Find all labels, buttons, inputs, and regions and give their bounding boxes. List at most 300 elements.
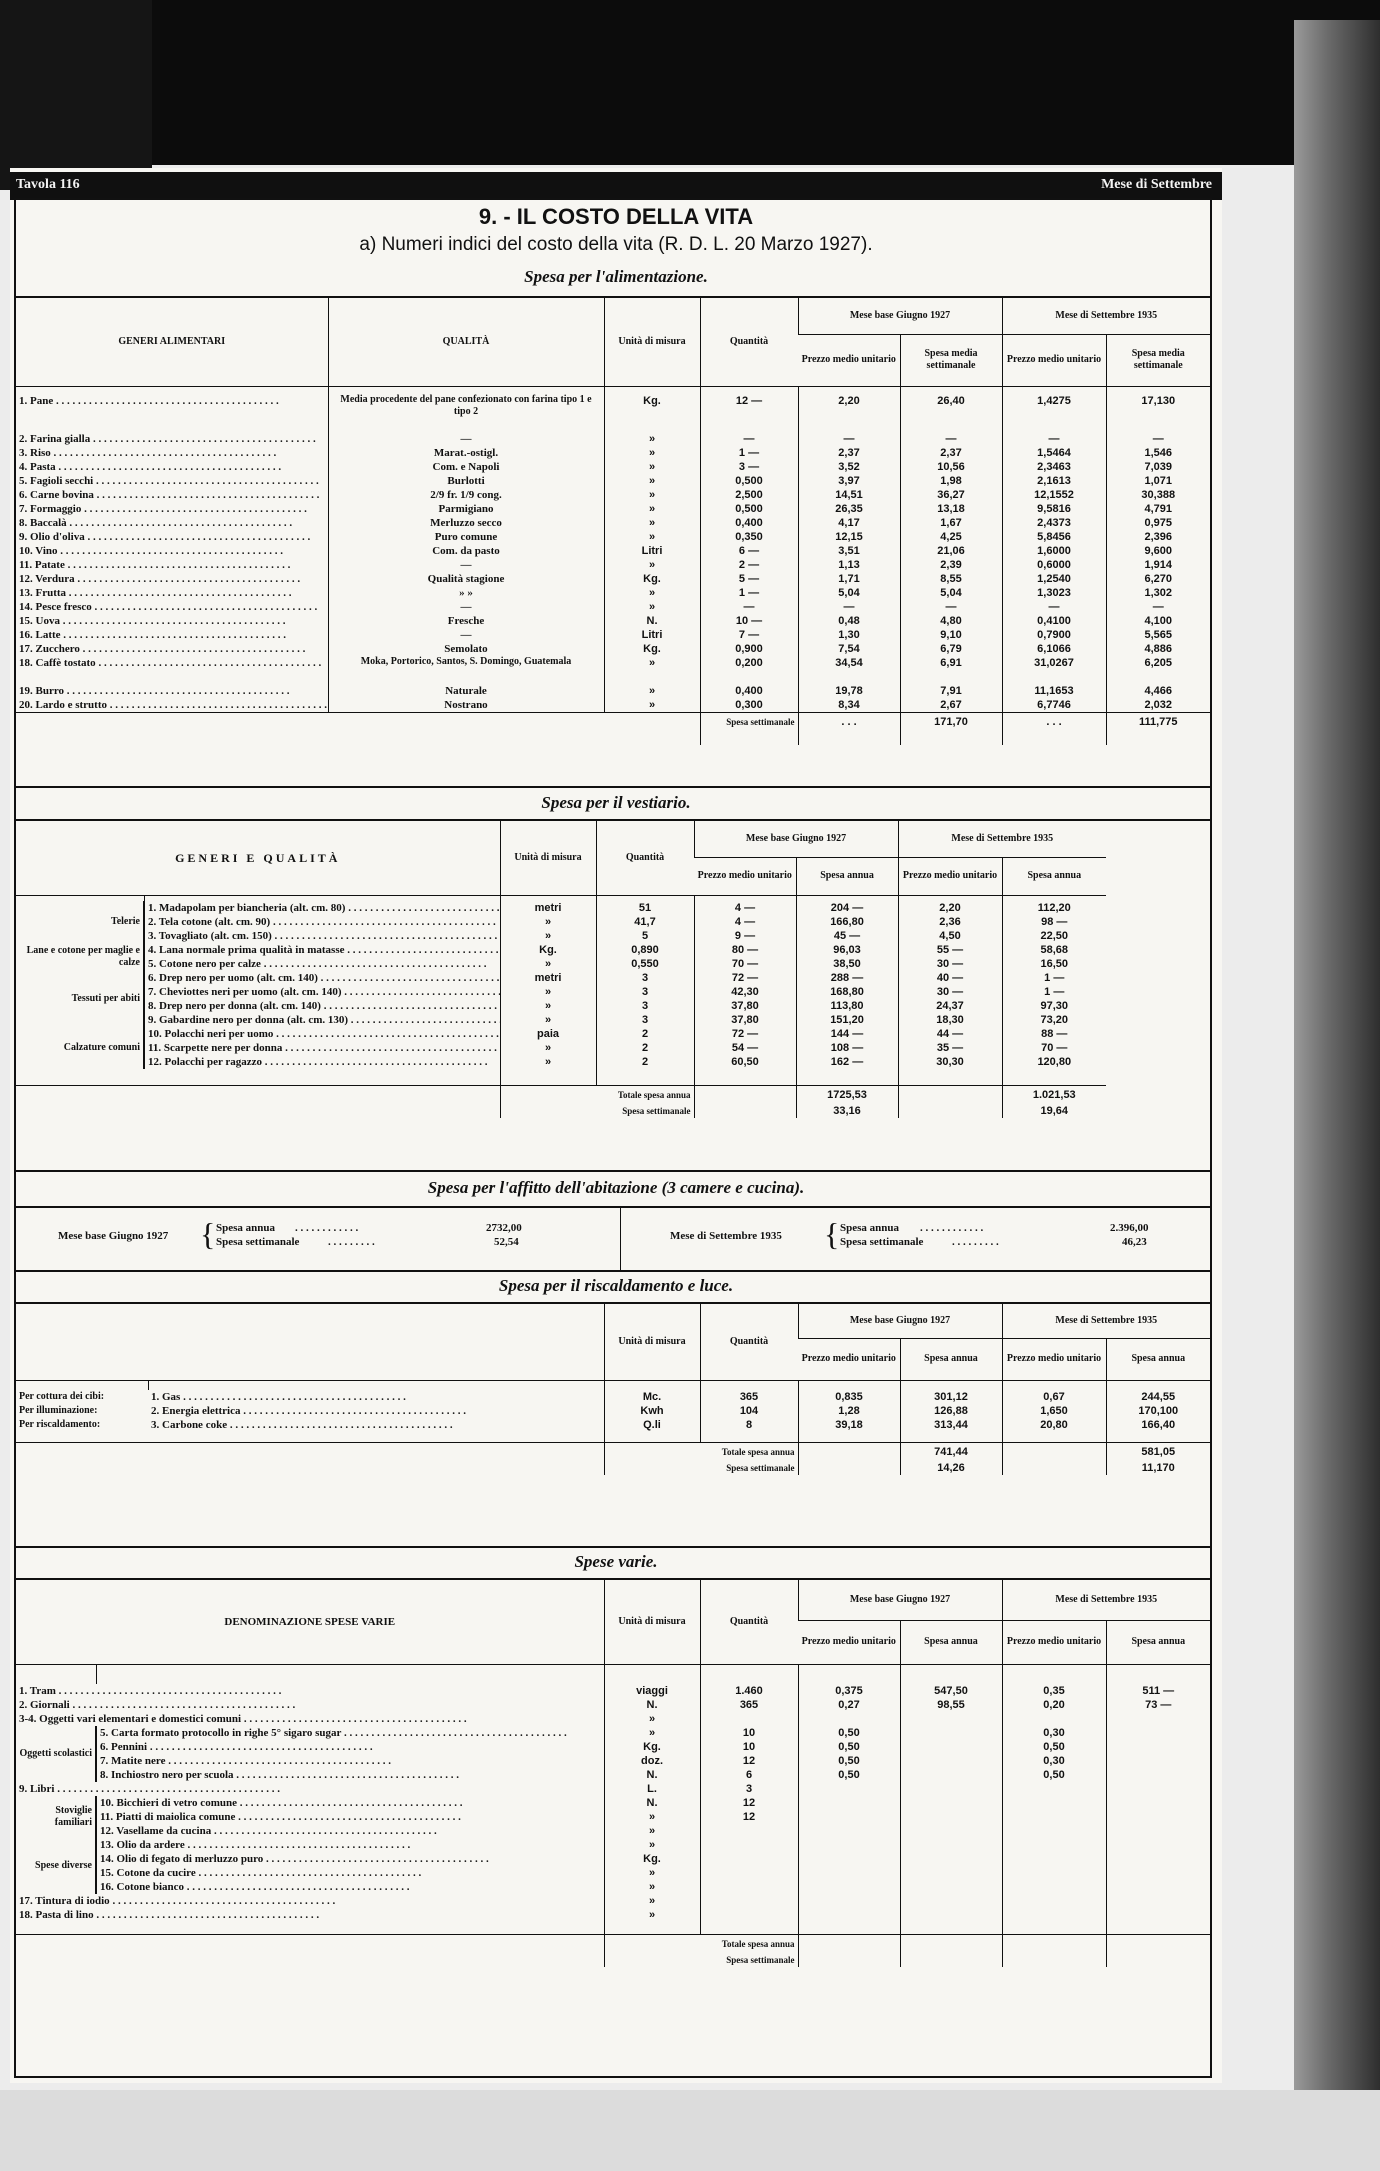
misc-prezzo-base bbox=[798, 1894, 900, 1908]
food-prezzo-base: 3,97 bbox=[798, 474, 900, 488]
food-genere: 14. Pesce fresco . . . bbox=[16, 600, 328, 614]
misc-unita: Kg. bbox=[604, 1852, 700, 1866]
rent-base-sett-dots: . . . . . . . . . bbox=[328, 1236, 375, 1248]
food-quantita: 0,400 bbox=[700, 684, 798, 698]
food-qualita: Burlotti bbox=[328, 474, 604, 488]
misc-quantita bbox=[700, 1824, 798, 1838]
misc-spesa-base bbox=[900, 1740, 1002, 1754]
clothing-unita: » bbox=[500, 957, 596, 971]
misc-row bbox=[16, 1782, 1210, 1796]
heating-spesa-month: 170,100 bbox=[1106, 1404, 1210, 1418]
misc-spesa-base bbox=[900, 1908, 1002, 1922]
misc-row bbox=[16, 1712, 1210, 1726]
food-row bbox=[16, 600, 1210, 614]
clothing-group-label: Tessuti per abiti bbox=[71, 993, 140, 1004]
misc-prezzo-base bbox=[798, 1838, 900, 1852]
food-col-spesa-month: Spesa media settimanale bbox=[1106, 334, 1210, 386]
clothing-quantita: 51 bbox=[596, 901, 694, 915]
food-col-month: Mese di Settembre 1935 bbox=[1002, 298, 1210, 334]
food-prezzo-month: 2,4373 bbox=[1002, 516, 1106, 530]
misc-quantita: 10 bbox=[700, 1726, 798, 1740]
clothing-prezzo-month: 4,50 bbox=[898, 929, 1002, 943]
clothing-item: 3. Tovagliato (alt. cm. 150) . . . bbox=[144, 929, 500, 943]
misc-unita: viaggi bbox=[604, 1684, 700, 1698]
food-prezzo-base: 8,34 bbox=[798, 698, 900, 713]
food-prezzo-month bbox=[1002, 670, 1106, 684]
food-unita: » bbox=[604, 432, 700, 446]
heating-quantita: 104 bbox=[700, 1404, 798, 1418]
food-spesa-month: 4,466 bbox=[1106, 684, 1210, 698]
food-row bbox=[16, 530, 1210, 544]
clothing-quantita: 3 bbox=[596, 1013, 694, 1027]
food-spesa-month: — bbox=[1106, 432, 1210, 446]
heating-col-quantita: Quantità bbox=[700, 1304, 798, 1380]
food-prezzo-month: 2,3463 bbox=[1002, 460, 1106, 474]
clothing-unita: » bbox=[500, 929, 596, 943]
food-spesa-month: 0,975 bbox=[1106, 516, 1210, 530]
clothing-spesa-base: 113,80 bbox=[796, 999, 898, 1013]
misc-prezzo-month: 0,30 bbox=[1002, 1726, 1106, 1740]
misc-top-rule bbox=[14, 1546, 1212, 1548]
rent-base-brace: { bbox=[200, 1216, 216, 1252]
clothing-unita: Kg. bbox=[500, 943, 596, 957]
misc-spesa-base bbox=[900, 1782, 1002, 1796]
rent-base-label: Mese base Giugno 1927 bbox=[58, 1230, 169, 1242]
food-prezzo-base: 0,48 bbox=[798, 614, 900, 628]
food-unita: » bbox=[604, 530, 700, 544]
rent-heading: Spesa per l'affitto dell'abitazione (3 camere e cucina). bbox=[427, 1178, 805, 1197]
food-spesa-base: 6,79 bbox=[900, 642, 1002, 656]
food-quantita: 0,900 bbox=[700, 642, 798, 656]
misc-unita: Kg. bbox=[604, 1740, 700, 1754]
heating-prezzo-base: 1,28 bbox=[798, 1404, 900, 1418]
misc-prezzo-month bbox=[1002, 1824, 1106, 1838]
food-spesa-base: 1,67 bbox=[900, 516, 1002, 530]
misc-quantita: 365 bbox=[700, 1698, 798, 1712]
clothing-row bbox=[16, 1055, 1210, 1069]
food-unita: » bbox=[604, 656, 700, 670]
food-qualita: Com. da pasto bbox=[328, 544, 604, 558]
heating-item: 2. Energia elettrica . . . bbox=[148, 1404, 604, 1418]
misc-prezzo-base: 0,375 bbox=[798, 1684, 900, 1698]
food-quantita: 1 — bbox=[700, 446, 798, 460]
misc-item: 15. Cotone da cucire . . . bbox=[96, 1866, 604, 1880]
food-row bbox=[16, 446, 1210, 460]
misc-col-prezzo-month: Prezzo medio unitario bbox=[1002, 1620, 1106, 1664]
clothing-quantita: 3 bbox=[596, 971, 694, 985]
misc-quantita: 12 bbox=[700, 1754, 798, 1768]
food-quantita: 0,500 bbox=[700, 502, 798, 516]
misc-prezzo-month bbox=[1002, 1880, 1106, 1894]
heating-prezzo-month: 0,67 bbox=[1002, 1390, 1106, 1404]
clothing-spesa-month: 70 — bbox=[1002, 1041, 1106, 1055]
misc-spesa-month bbox=[1106, 1712, 1210, 1726]
misc-prezzo-month bbox=[1002, 1852, 1106, 1866]
misc-prezzo-base bbox=[798, 1866, 900, 1880]
misc-prezzo-month bbox=[1002, 1894, 1106, 1908]
rent-month-annua-label: Spesa annua bbox=[840, 1222, 900, 1234]
food-prezzo-month: — bbox=[1002, 600, 1106, 614]
misc-item: 1. Tram . . . bbox=[16, 1684, 604, 1698]
heating-col-spesa-base: Spesa annua bbox=[900, 1338, 1002, 1380]
misc-prezzo-month bbox=[1002, 1796, 1106, 1810]
food-spesa-base: 26,40 bbox=[900, 394, 1002, 418]
misc-group-label: Stoviglie familiari bbox=[54, 1805, 92, 1828]
clothing-col-prezzo-base: Prezzo medio unitario bbox=[694, 857, 796, 895]
food-quantita bbox=[700, 670, 798, 684]
food-spesa-month: 17,130 bbox=[1106, 394, 1210, 418]
food-qualita: Semolato bbox=[328, 642, 604, 656]
misc-col-spesa-base: Spesa annua bbox=[900, 1620, 1002, 1664]
food-genere: 6. Carne bovina . . . bbox=[16, 488, 328, 502]
misc-row bbox=[16, 1894, 1210, 1908]
food-spesa-base: 8,55 bbox=[900, 572, 1002, 586]
misc-item: 3-4. Oggetti vari elementari e domestici comuni . . . bbox=[16, 1712, 604, 1726]
food-quantita: 2 — bbox=[700, 558, 798, 572]
misc-row bbox=[16, 1684, 1210, 1698]
clothing-prezzo-base: 54 — bbox=[694, 1041, 796, 1055]
food-quantita: 0,500 bbox=[700, 474, 798, 488]
food-col-qualita: QUALITÀ bbox=[328, 298, 604, 386]
scan-bottom-margin bbox=[0, 2090, 1380, 2171]
food-heading: Spesa per l'alimentazione. bbox=[524, 267, 708, 286]
clothing-item: 6. Drep nero per uomo (alt. cm. 140) . . . bbox=[144, 971, 500, 985]
misc-quantita: 6 bbox=[700, 1768, 798, 1782]
food-row bbox=[16, 628, 1210, 642]
food-unita: Litri bbox=[604, 544, 700, 558]
misc-spesa-base bbox=[900, 1726, 1002, 1740]
food-prezzo-base: 5,04 bbox=[798, 586, 900, 600]
misc-spesa-base: 547,50 bbox=[900, 1684, 1002, 1698]
misc-prezzo-month: 0,35 bbox=[1002, 1684, 1106, 1698]
food-total-p2: . . . bbox=[1002, 713, 1106, 745]
food-unita: » bbox=[604, 698, 700, 713]
food-prezzo-base: 1,30 bbox=[798, 628, 900, 642]
food-spesa-base: — bbox=[900, 600, 1002, 614]
food-quantita: 0,200 bbox=[700, 656, 798, 670]
misc-prezzo-month bbox=[1002, 1782, 1106, 1796]
heating-body bbox=[16, 1380, 1210, 1432]
food-unita: » bbox=[604, 446, 700, 460]
misc-row bbox=[16, 1740, 1210, 1754]
clothing-col-spesa-month: Spesa annua bbox=[1002, 857, 1106, 895]
misc-prezzo-base: 0,50 bbox=[798, 1726, 900, 1740]
page-subtitle: a) Numeri indici del costo della vita (R. D. L. 20 Marzo 1927). bbox=[359, 234, 873, 255]
food-prezzo-base: 14,51 bbox=[798, 488, 900, 502]
food-prezzo-month: 6,7746 bbox=[1002, 698, 1106, 713]
food-prezzo-month: 12,1552 bbox=[1002, 488, 1106, 502]
food-genere: 4. Pasta . . . bbox=[16, 460, 328, 474]
heating-unita: Mc. bbox=[604, 1390, 700, 1404]
misc-row bbox=[16, 1698, 1210, 1712]
misc-prezzo-base bbox=[798, 1880, 900, 1894]
food-qualita: Puro comune bbox=[328, 530, 604, 544]
misc-group-label: Spese diverse bbox=[35, 1860, 92, 1871]
food-spesa-base bbox=[900, 418, 1002, 432]
food-col-base: Mese base Giugno 1927 bbox=[798, 298, 1002, 334]
misc-unita: » bbox=[604, 1908, 700, 1922]
food-genere: 16. Latte . . . bbox=[16, 628, 328, 642]
heating-row bbox=[16, 1390, 1210, 1404]
misc-prezzo-base bbox=[798, 1796, 900, 1810]
misc-spesa-month bbox=[1106, 1908, 1210, 1922]
misc-item: 18. Pasta di lino . . . bbox=[16, 1908, 604, 1922]
food-genere: 12. Verdura . . . bbox=[16, 572, 328, 586]
food-col-quantita: Quantità bbox=[700, 298, 798, 386]
heating-col-prezzo-base: Prezzo medio unitario bbox=[798, 1338, 900, 1380]
misc-spesa-base bbox=[900, 1754, 1002, 1768]
misc-row bbox=[16, 1768, 1210, 1782]
clothing-prezzo-base: 60,50 bbox=[694, 1055, 796, 1069]
clothing-spesa-base: 151,20 bbox=[796, 1013, 898, 1027]
misc-item: 10. Bicchieri di vetro comune . . . bbox=[96, 1796, 604, 1810]
misc-item: 7. Matite nere . . . bbox=[96, 1754, 604, 1768]
food-prezzo-month: 1,3023 bbox=[1002, 586, 1106, 600]
clothing-weekly-label: Spesa settimanale bbox=[500, 1104, 694, 1118]
heating-total-s2: 581,05 bbox=[1106, 1442, 1210, 1461]
misc-row bbox=[16, 1726, 1210, 1740]
clothing-unita: metri bbox=[500, 901, 596, 915]
clothing-prezzo-base: 70 — bbox=[694, 957, 796, 971]
misc-item: 13. Olio da ardere . . . bbox=[96, 1838, 604, 1852]
food-unita bbox=[604, 670, 700, 684]
food-spesa-month bbox=[1106, 418, 1210, 432]
clothing-unita: » bbox=[500, 1013, 596, 1027]
food-prezzo-month: 1,5464 bbox=[1002, 446, 1106, 460]
misc-quantita bbox=[700, 1894, 798, 1908]
misc-col-base: Mese base Giugno 1927 bbox=[798, 1580, 1002, 1620]
misc-spesa-month bbox=[1106, 1866, 1210, 1880]
misc-quantita bbox=[700, 1712, 798, 1726]
clothing-spesa-base: 162 — bbox=[796, 1055, 898, 1069]
clothing-row bbox=[16, 1013, 1210, 1027]
clothing-spesa-base: 204 — bbox=[796, 901, 898, 915]
clothing-row bbox=[16, 1027, 1210, 1041]
food-genere: 15. Uova . . . bbox=[16, 614, 328, 628]
clothing-prezzo-base: 9 — bbox=[694, 929, 796, 943]
heating-total-s1: 741,44 bbox=[900, 1442, 1002, 1461]
heating-weekly-s1: 14,26 bbox=[900, 1461, 1002, 1475]
rent-base-sett-label: Spesa settimanale bbox=[216, 1236, 300, 1248]
food-quantita: 12 — bbox=[700, 394, 798, 418]
food-spesa-base: 2,37 bbox=[900, 446, 1002, 460]
food-row bbox=[16, 418, 1210, 432]
clothing-row bbox=[16, 999, 1210, 1013]
food-quantita: 2,500 bbox=[700, 488, 798, 502]
misc-prezzo-base bbox=[798, 1782, 900, 1796]
clothing-quantita: 2 bbox=[596, 1027, 694, 1041]
misc-spesa-month bbox=[1106, 1852, 1210, 1866]
food-quantita: 5 — bbox=[700, 572, 798, 586]
heating-quantita: 365 bbox=[700, 1390, 798, 1404]
clothing-spesa-month: 112,20 bbox=[1002, 901, 1106, 915]
clothing-unita: » bbox=[500, 915, 596, 929]
clothing-item: 12. Polacchi per ragazzo . . . bbox=[144, 1055, 500, 1069]
misc-spesa-base bbox=[900, 1712, 1002, 1726]
clothing-group-label: Calzature comuni bbox=[63, 1042, 140, 1053]
misc-spesa-month bbox=[1106, 1894, 1210, 1908]
food-prezzo-month bbox=[1002, 418, 1106, 432]
misc-item: 17. Tintura di iodio . . . bbox=[16, 1894, 604, 1908]
misc-spesa-base bbox=[900, 1880, 1002, 1894]
clothing-spesa-month: 22,50 bbox=[1002, 929, 1106, 943]
rent-month-sett-dots: . . . . . . . . . bbox=[952, 1236, 999, 1248]
food-genere: 13. Frutta . . . bbox=[16, 586, 328, 600]
misc-prezzo-base: 0,50 bbox=[798, 1754, 900, 1768]
food-quantita: — bbox=[700, 432, 798, 446]
clothing-quantita: 3 bbox=[596, 999, 694, 1013]
food-row bbox=[16, 474, 1210, 488]
clothing-prezzo-month: 55 — bbox=[898, 943, 1002, 957]
clothing-col-base: Mese base Giugno 1927 bbox=[694, 821, 898, 857]
misc-quantita bbox=[700, 1838, 798, 1852]
clothing-prezzo-month: 35 — bbox=[898, 1041, 1002, 1055]
heating-spesa-base: 313,44 bbox=[900, 1418, 1002, 1432]
food-row bbox=[16, 544, 1210, 558]
food-spesa-base: — bbox=[900, 432, 1002, 446]
food-qualita: » » bbox=[328, 586, 604, 600]
clothing-total-s1: 1725,53 bbox=[796, 1085, 898, 1104]
food-total-s1: 171,70 bbox=[900, 713, 1002, 745]
misc-col-den: DENOMINAZIONE SPESE VARIE bbox=[16, 1580, 604, 1664]
clothing-unita: » bbox=[500, 1055, 596, 1069]
misc-total-label: Totale spesa annua bbox=[604, 1934, 798, 1953]
page-title: 9. - IL COSTO DELLA VITA bbox=[478, 204, 754, 229]
clothing-prezzo-base: 72 — bbox=[694, 971, 796, 985]
misc-row bbox=[16, 1810, 1210, 1824]
food-spesa-month: 1,302 bbox=[1106, 586, 1210, 600]
misc-item: 11. Piatti di maiolica comune . . . bbox=[96, 1810, 604, 1824]
clothing-group-label: Lane e cotone per maglie e calze bbox=[26, 945, 140, 968]
food-prezzo-base: 1,13 bbox=[798, 558, 900, 572]
food-genere: 20. Lardo e strutto . . . bbox=[16, 698, 328, 713]
food-prezzo-base: — bbox=[798, 600, 900, 614]
rent-base-annua: 2732,00 bbox=[486, 1222, 522, 1234]
food-prezzo-base: 26,35 bbox=[798, 502, 900, 516]
food-qualita: 2/9 fr. 1/9 cong. bbox=[328, 488, 604, 502]
clothing-table bbox=[16, 821, 1210, 1118]
misc-quantita: 10 bbox=[700, 1740, 798, 1754]
clothing-unita: paia bbox=[500, 1027, 596, 1041]
food-spesa-month: 1,914 bbox=[1106, 558, 1210, 572]
clothing-quantita: 5 bbox=[596, 929, 694, 943]
rent-block bbox=[10, 1208, 1222, 1270]
misc-prezzo-base: 0,27 bbox=[798, 1698, 900, 1712]
food-spesa-base: 36,27 bbox=[900, 488, 1002, 502]
heating-use: Per riscaldamento: bbox=[19, 1419, 101, 1430]
food-spesa-base: 9,10 bbox=[900, 628, 1002, 642]
misc-unita: » bbox=[604, 1894, 700, 1908]
clothing-prezzo-month: 30 — bbox=[898, 957, 1002, 971]
food-quantita: 3 — bbox=[700, 460, 798, 474]
food-qualita: — bbox=[328, 628, 604, 642]
misc-prezzo-month bbox=[1002, 1908, 1106, 1922]
food-spesa-month bbox=[1106, 670, 1210, 684]
clothing-quantita: 3 bbox=[596, 985, 694, 999]
clothing-row bbox=[16, 943, 1210, 957]
misc-quantita bbox=[700, 1866, 798, 1880]
food-spesa-base: 10,56 bbox=[900, 460, 1002, 474]
heating-spesa-base: 126,88 bbox=[900, 1404, 1002, 1418]
misc-item: 9. Libri . . . bbox=[16, 1782, 604, 1796]
misc-col-prezzo-base: Prezzo medio unitario bbox=[798, 1620, 900, 1664]
food-prezzo-base: 2,37 bbox=[798, 446, 900, 460]
misc-spesa-base bbox=[900, 1838, 1002, 1852]
misc-quantita: 12 bbox=[700, 1796, 798, 1810]
food-genere: 5. Fagioli secchi . . . bbox=[16, 474, 328, 488]
misc-row bbox=[16, 1866, 1210, 1880]
food-qualita: Qualità stagione bbox=[328, 572, 604, 586]
food-prezzo-base: 34,54 bbox=[798, 656, 900, 670]
misc-unita: » bbox=[604, 1838, 700, 1852]
food-qualita: Parmigiano bbox=[328, 502, 604, 516]
heating-unita: Q.li bbox=[604, 1418, 700, 1432]
food-genere: 1. Pane . . . bbox=[16, 394, 328, 418]
food-prezzo-month: 5,8456 bbox=[1002, 530, 1106, 544]
food-row bbox=[16, 432, 1210, 446]
food-prezzo-base: 19,78 bbox=[798, 684, 900, 698]
misc-spesa-base bbox=[900, 1866, 1002, 1880]
food-qualita: — bbox=[328, 432, 604, 446]
food-quantita: 10 — bbox=[700, 614, 798, 628]
misc-item: 16. Cotone bianco . . . bbox=[96, 1880, 604, 1894]
food-genere bbox=[16, 418, 328, 432]
food-genere: 10. Vino . . . bbox=[16, 544, 328, 558]
food-genere: 3. Riso . . . bbox=[16, 446, 328, 460]
food-row bbox=[16, 460, 1210, 474]
food-prezzo-month: 31,0267 bbox=[1002, 656, 1106, 670]
scan-dark-margin bbox=[0, 0, 1380, 165]
food-prezzo-month: 6,1066 bbox=[1002, 642, 1106, 656]
food-row bbox=[16, 642, 1210, 656]
heating-prezzo-base: 0,835 bbox=[798, 1390, 900, 1404]
clothing-spesa-base: 108 — bbox=[796, 1041, 898, 1055]
food-unita: Kg. bbox=[604, 394, 700, 418]
food-spesa-month: 1,546 bbox=[1106, 446, 1210, 460]
food-spesa-base: 4,25 bbox=[900, 530, 1002, 544]
clothing-spesa-base: 96,03 bbox=[796, 943, 898, 957]
food-unita: Kg. bbox=[604, 642, 700, 656]
food-unita: » bbox=[604, 600, 700, 614]
misc-spesa-month: 511 — bbox=[1106, 1684, 1210, 1698]
clothing-item: 5. Cotone nero per calze . . . bbox=[144, 957, 500, 971]
clothing-quantita: 2 bbox=[596, 1055, 694, 1069]
food-spesa-base bbox=[900, 670, 1002, 684]
clothing-prezzo-month: 44 — bbox=[898, 1027, 1002, 1041]
food-genere: 11. Patate . . . bbox=[16, 558, 328, 572]
food-unita: » bbox=[604, 558, 700, 572]
food-prezzo-base: 7,54 bbox=[798, 642, 900, 656]
food-col-prezzo-base: Prezzo medio unitario bbox=[798, 334, 900, 386]
food-prezzo-base bbox=[798, 418, 900, 432]
misc-weekly-label: Spesa settimanale bbox=[604, 1953, 798, 1967]
food-prezzo-month: 1,2540 bbox=[1002, 572, 1106, 586]
running-head bbox=[10, 172, 1222, 200]
food-row bbox=[16, 614, 1210, 628]
food-quantita: — bbox=[700, 600, 798, 614]
clothing-col-month: Mese di Settembre 1935 bbox=[898, 821, 1106, 857]
heating-col-prezzo-month: Prezzo medio unitario bbox=[1002, 1338, 1106, 1380]
food-unita: » bbox=[604, 684, 700, 698]
food-spesa-base: 5,04 bbox=[900, 586, 1002, 600]
food-prezzo-month: 1,6000 bbox=[1002, 544, 1106, 558]
misc-quantita: 12 bbox=[700, 1810, 798, 1824]
rent-month-annua-dots: . . . . . . . . . . . . bbox=[920, 1222, 984, 1234]
misc-spesa-base bbox=[900, 1768, 1002, 1782]
food-qualita: Merluzzo secco bbox=[328, 516, 604, 530]
food-spesa-month: — bbox=[1106, 600, 1210, 614]
food-row bbox=[16, 502, 1210, 516]
